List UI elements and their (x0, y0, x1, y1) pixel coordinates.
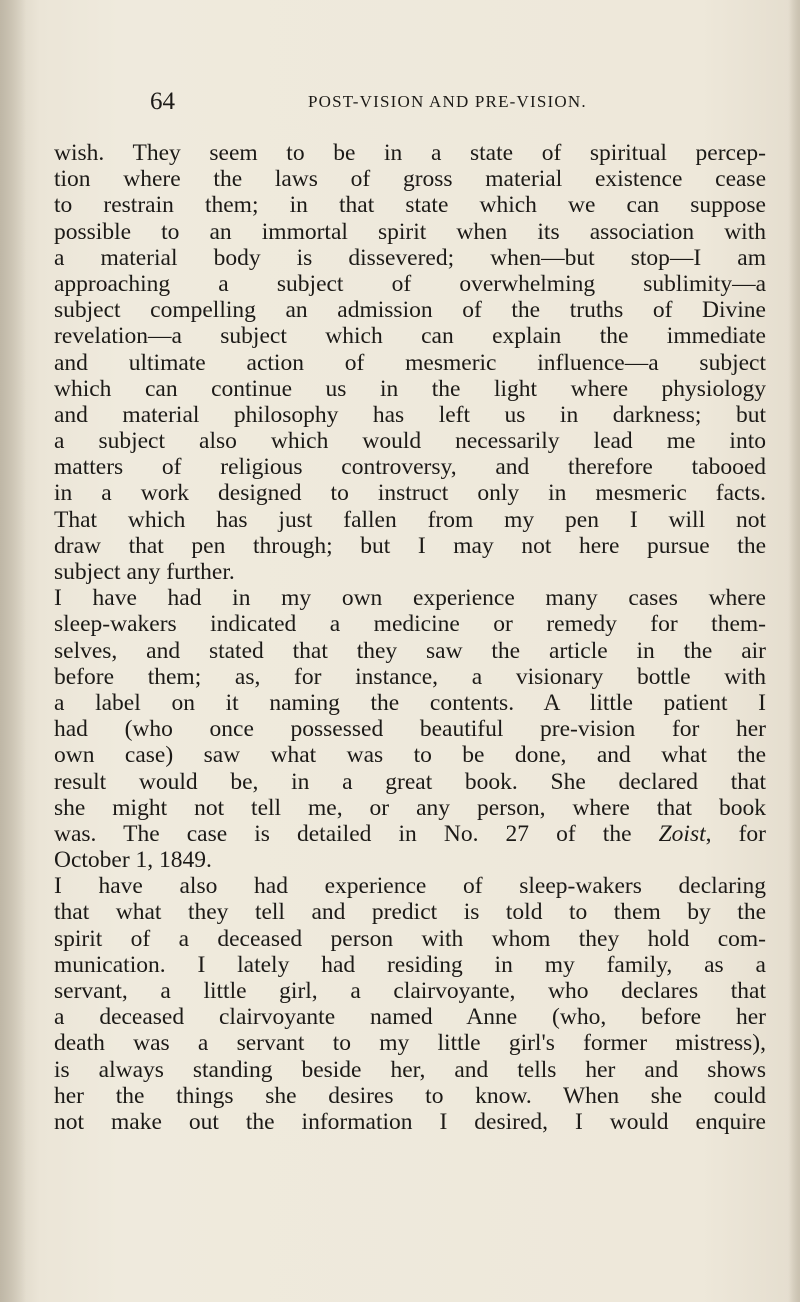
text-line: and ultimate action of mesmeric influence—a subject (54, 349, 766, 376)
text-line: she might not tell me, or any person, where that book (54, 794, 766, 821)
text-line: a material body is dissevered; when—but stop—I am (54, 244, 766, 271)
text-segment: , for (705, 820, 766, 847)
text-line: had (who once possessed beautiful pre-vision for her (54, 716, 766, 743)
page-number: 64 (150, 88, 175, 115)
text-line: revelation—a subject which can explain the immediate (54, 323, 766, 350)
text-line: subject any further. (54, 559, 235, 585)
text-line: result would be, in a great book. She declared that (54, 768, 766, 795)
text-line: subject compelling an admission of the truths of Divine (54, 297, 766, 324)
text-line: selves, and stated that they saw the article in the air (54, 637, 766, 664)
text-line: that what they tell and predict is told to them by the (54, 899, 766, 926)
text-line: not make out the information I desired, I would enquire (54, 1108, 766, 1135)
text-line-with-citation (54, 821, 766, 847)
text-line: draw that pen through; but I may not here pursue the (54, 532, 766, 559)
text-line: approaching a subject of overwhelming sublimity—a (54, 270, 766, 297)
text-line: I have had in my own experience many cases where (54, 585, 766, 612)
text-line: possible to an immortal spirit when its association with (54, 218, 766, 245)
binding-gutter-shadow (0, 0, 26, 1302)
text-line: wish. They seem to be in a state of spiritual percep- (54, 140, 766, 166)
page-edge-shadow (788, 0, 800, 1302)
text-line: to restrain them; in that state which we can suppose (54, 192, 766, 219)
text-line: in a work designed to instruct only in mesmeric facts. (54, 480, 766, 507)
text-line: which can continue us in the light where physiology (54, 375, 766, 402)
text-line: a deceased clairvoyante named Anne (who, before her (54, 1004, 766, 1031)
text-segment: was. The case is detailed in No. 27 of the (54, 820, 659, 847)
text-line: sleep-wakers indicated a medicine or remedy for them- (54, 611, 766, 638)
text-line: I have also had experience of sleep-wakers declaring (54, 873, 766, 900)
text-line: before them; as, for instance, a visionary bottle with (54, 663, 766, 690)
text-line: is always standing beside her, and tells her and shows (54, 1056, 766, 1083)
text-line: That which has just fallen from my pen I will not (54, 506, 766, 533)
running-head: POST-VISION AND PRE-VISION. (308, 92, 587, 111)
journal-title: Zoist (658, 820, 706, 847)
text-line: death was a servant to my little girl's former mistress), (54, 1030, 766, 1057)
text-line: servant, a little girl, a clairvoyante, who declares that (54, 978, 766, 1004)
text-line: her the things she desires to know. When she could (54, 1082, 766, 1109)
text-line: spirit of a deceased person with whom they hold com- (54, 925, 766, 952)
text-line: tion where the laws of gross material existence cease (54, 166, 766, 193)
body-text (54, 140, 766, 1135)
text-line: a subject also which would necessarily lead me into (54, 428, 766, 455)
text-line: munication. I lately had residing in my family, as a (54, 951, 766, 978)
text-line: matters of religious controversy, and therefore tabooed (54, 454, 766, 481)
text-line: own case) saw what was to be done, and what the (54, 742, 766, 769)
text-line: and material philosophy has left us in darkness; but (54, 401, 766, 428)
page-header (150, 87, 670, 117)
text-line: a label on it naming the contents. A little patient I (54, 689, 766, 716)
text-line: October 1, 1849. (54, 847, 212, 874)
